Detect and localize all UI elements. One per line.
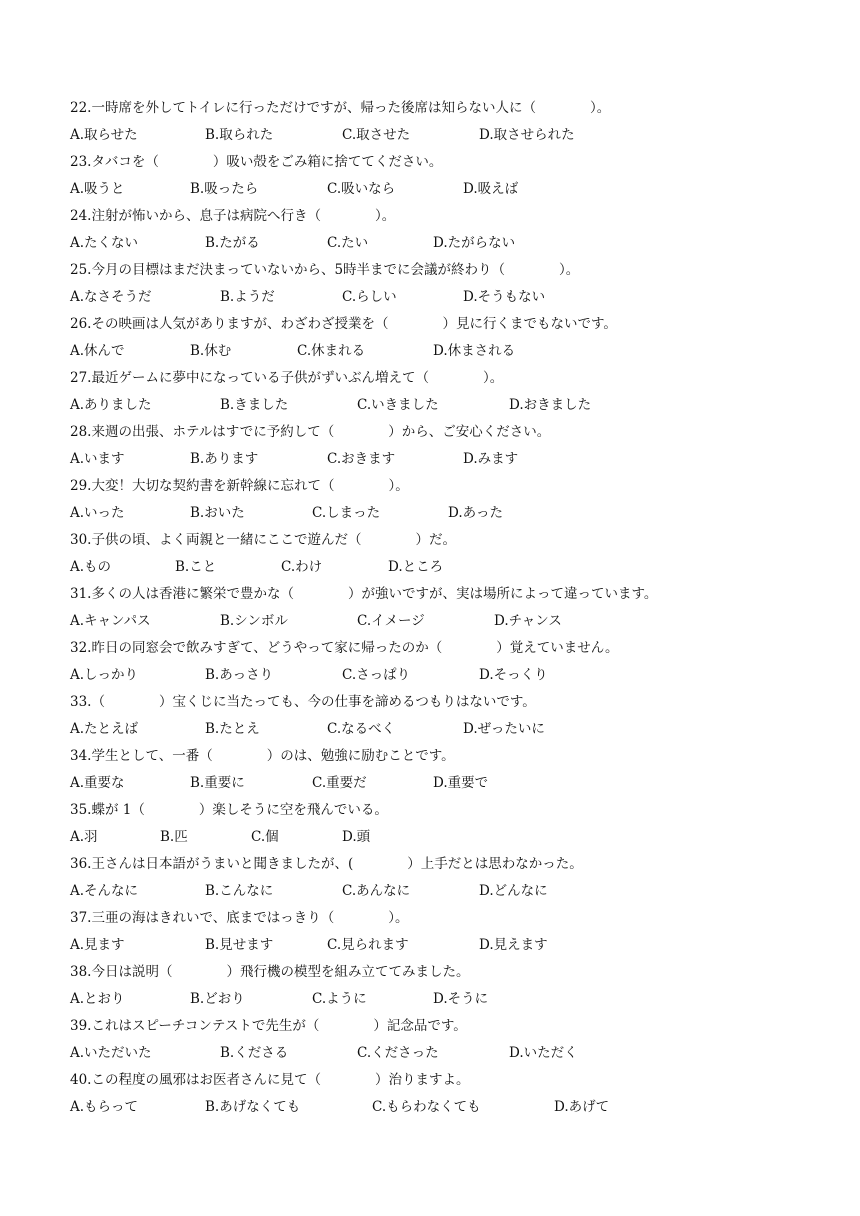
options-row	[70, 284, 830, 311]
option-d: D.重要で	[433, 775, 489, 791]
option-b: B.重要に	[190, 775, 245, 791]
question-stem: 23.タバコを（ ）吸い殻をごみ箱に捨ててください。	[70, 154, 443, 170]
question-stem: 31.多くの人は香港に繁栄で豊かな（ ）が強いですが、実は場所によって違っています。	[70, 586, 658, 602]
question-stem: 29.大変！大切な契約書を新幹線に忘れて（ ）。	[70, 478, 409, 494]
option-d: D.どんなに	[479, 883, 548, 899]
options-row	[70, 932, 830, 959]
option-b: B.きました	[220, 397, 289, 413]
question-stem: 32.昨日の同窓会で飲みすぎて、どうやって家に帰ったのか（ ）覚えていません。	[70, 640, 619, 656]
question-27	[70, 365, 830, 419]
options-row	[70, 824, 830, 851]
question-29	[70, 473, 830, 527]
option-b: B.取られた	[205, 127, 274, 143]
option-b: B.ようだ	[220, 289, 275, 305]
option-c: C.くださった	[357, 1045, 439, 1061]
option-c: C.おきます	[327, 451, 396, 467]
question-33	[70, 689, 830, 743]
option-d: D.そうもない	[463, 289, 546, 305]
option-d: D.吸えば	[463, 181, 519, 197]
option-c: C.休まれる	[297, 343, 366, 359]
option-a: A.もらって	[70, 1099, 139, 1115]
option-a: A.しっかり	[70, 667, 139, 683]
option-d: D.いただく	[509, 1045, 578, 1061]
option-a: A.もの	[70, 559, 112, 575]
option-b: B.あっさり	[205, 667, 274, 683]
option-c: C.もらわなくても	[372, 1099, 481, 1115]
option-a: A.休んで	[70, 343, 125, 359]
option-d: D.ぜったいに	[463, 721, 545, 737]
question-24	[70, 203, 830, 257]
option-d: D.あった	[448, 505, 503, 521]
question-28	[70, 419, 830, 473]
option-b: B.くださる	[220, 1045, 289, 1061]
question-26	[70, 311, 830, 365]
option-a: A.たくない	[70, 235, 139, 251]
question-37	[70, 905, 830, 959]
option-d: D.ところ	[388, 559, 444, 575]
question-stem: 39.これはスピーチコンテストで先生が（ ）記念品です。	[70, 1018, 467, 1034]
question-list	[70, 95, 830, 1121]
option-a: A.そんなに	[70, 883, 139, 899]
option-a: A.いただいた	[70, 1045, 152, 1061]
options-row	[70, 500, 830, 527]
option-a: A.見ます	[70, 937, 125, 953]
option-c: C.取させた	[342, 127, 411, 143]
question-stem: 24.注射が怖いから、息子は病院へ行き（ ）。	[70, 208, 396, 224]
option-c: C.イメージ	[357, 613, 425, 629]
question-34	[70, 743, 830, 797]
question-31	[70, 581, 830, 635]
option-c: C.たい	[327, 235, 369, 251]
question-stem: 34.学生として、一番（ ）のは、勉強に励むことです。	[70, 748, 455, 764]
options-row	[70, 662, 830, 689]
option-c: C.個	[251, 829, 279, 845]
options-row	[70, 554, 830, 581]
option-b: B.見せます	[205, 937, 274, 953]
options-row	[70, 1040, 830, 1067]
option-b: B.どおり	[190, 991, 245, 1007]
question-stem: 36.王さんは日本語がうまいと聞きましたが、( ）上手だとは思わなかった。	[70, 856, 583, 872]
options-row	[70, 176, 830, 203]
option-a: A.重要な	[70, 775, 125, 791]
option-c: C.わけ	[281, 559, 323, 575]
question-stem: 40.この程度の風邪はお医者さんに見て（ ）治りますよ。	[70, 1072, 470, 1088]
options-row	[70, 770, 830, 797]
option-d: D.あげて	[554, 1099, 610, 1115]
options-row	[70, 608, 830, 635]
question-36	[70, 851, 830, 905]
option-b: B.こと	[175, 559, 217, 575]
option-b: B.休む	[190, 343, 232, 359]
option-b: B.あげなくても	[205, 1099, 301, 1115]
question-35	[70, 797, 830, 851]
option-d: D.おきました	[509, 397, 592, 413]
question-22	[70, 95, 830, 149]
option-a: A.いった	[70, 505, 125, 521]
question-32	[70, 635, 830, 689]
question-stem: 25.今月の目標はまだ決まっていないから、5時半までに会議が終わり（ ）。	[70, 262, 580, 278]
option-c: C.ように	[312, 991, 367, 1007]
option-d: D.取させられた	[479, 127, 575, 143]
option-d: D.たがらない	[433, 235, 516, 251]
option-a: A.なさそうだ	[70, 289, 152, 305]
option-c: C.見られます	[327, 937, 409, 953]
question-40	[70, 1067, 830, 1121]
question-39	[70, 1013, 830, 1067]
options-row	[70, 446, 830, 473]
option-c: C.あんなに	[342, 883, 411, 899]
option-a: A.取らせた	[70, 127, 138, 143]
options-row	[70, 122, 830, 149]
option-a: A.とおり	[70, 991, 125, 1007]
option-b: B.たとえ	[205, 721, 260, 737]
question-stem: 30.子供の頃、よく両親と一緒にここで遊んだ（ ）だ。	[70, 532, 456, 548]
option-a: A.ありました	[70, 397, 152, 413]
question-stem: 37.三亜の海はきれいで、底まではっきり（ ）。	[70, 910, 409, 926]
question-stem: 22.一時席を外してトイレに行っただけですが、帰った後席は知らない人に（ ）。	[70, 100, 611, 116]
option-c: C.らしい	[342, 289, 397, 305]
option-d: D.そっくり	[479, 667, 548, 683]
question-stem: 38.今日は説明（ ）飛行機の模型を組み立ててみました。	[70, 964, 470, 980]
question-stem: 35.蝶が 1（ ）楽しそうに空を飛んでいる。	[70, 802, 388, 818]
options-row	[70, 230, 830, 257]
option-a: A.キャンパス	[70, 613, 151, 629]
option-a: A.たとえば	[70, 721, 139, 737]
options-row	[70, 1094, 830, 1121]
option-b: B.おいた	[190, 505, 245, 521]
question-stem: 33.（ ）宝くじに当たっても、今の仕事を諦めるつもりはないです。	[70, 694, 536, 710]
option-c: C.重要だ	[312, 775, 367, 791]
question-stem: 26.その映画は人気がありますが、わざわざ授業を（ ）見に行くまでもないです。	[70, 316, 617, 332]
question-stem: 27.最近ゲームに夢中になっている子供がずいぶん増えて（ ）。	[70, 370, 504, 386]
option-d: D.見えます	[479, 937, 548, 953]
option-c: C.いきました	[357, 397, 439, 413]
option-b: B.こんなに	[205, 883, 274, 899]
option-d: D.チャンス	[494, 613, 562, 629]
options-row	[70, 338, 830, 365]
option-d: D.そうに	[433, 991, 489, 1007]
options-row	[70, 392, 830, 419]
option-c: C.しまった	[312, 505, 381, 521]
option-c: C.吸いなら	[327, 181, 396, 197]
option-b: B.たがる	[205, 235, 260, 251]
option-a: A.羽	[70, 829, 98, 845]
question-38	[70, 959, 830, 1013]
question-stem: 28.来週の出張、ホテルはすでに予約して（ ）から、ご安心ください。	[70, 424, 551, 440]
option-b: B.あります	[190, 451, 259, 467]
question-30	[70, 527, 830, 581]
option-a: A.吸うと	[70, 181, 125, 197]
options-row	[70, 878, 830, 905]
option-c: C.なるべく	[327, 721, 396, 737]
option-b: B.匹	[160, 829, 188, 845]
option-c: C.さっぱり	[342, 667, 411, 683]
option-d: D.みます	[463, 451, 519, 467]
option-b: B.シンボル	[220, 613, 288, 629]
option-b: B.吸ったら	[190, 181, 259, 197]
options-row	[70, 716, 830, 743]
option-d: D.頭	[342, 829, 371, 845]
option-a: A.います	[70, 451, 125, 467]
question-25	[70, 257, 830, 311]
option-d: D.休まされる	[433, 343, 516, 359]
question-23	[70, 149, 830, 203]
options-row	[70, 986, 830, 1013]
